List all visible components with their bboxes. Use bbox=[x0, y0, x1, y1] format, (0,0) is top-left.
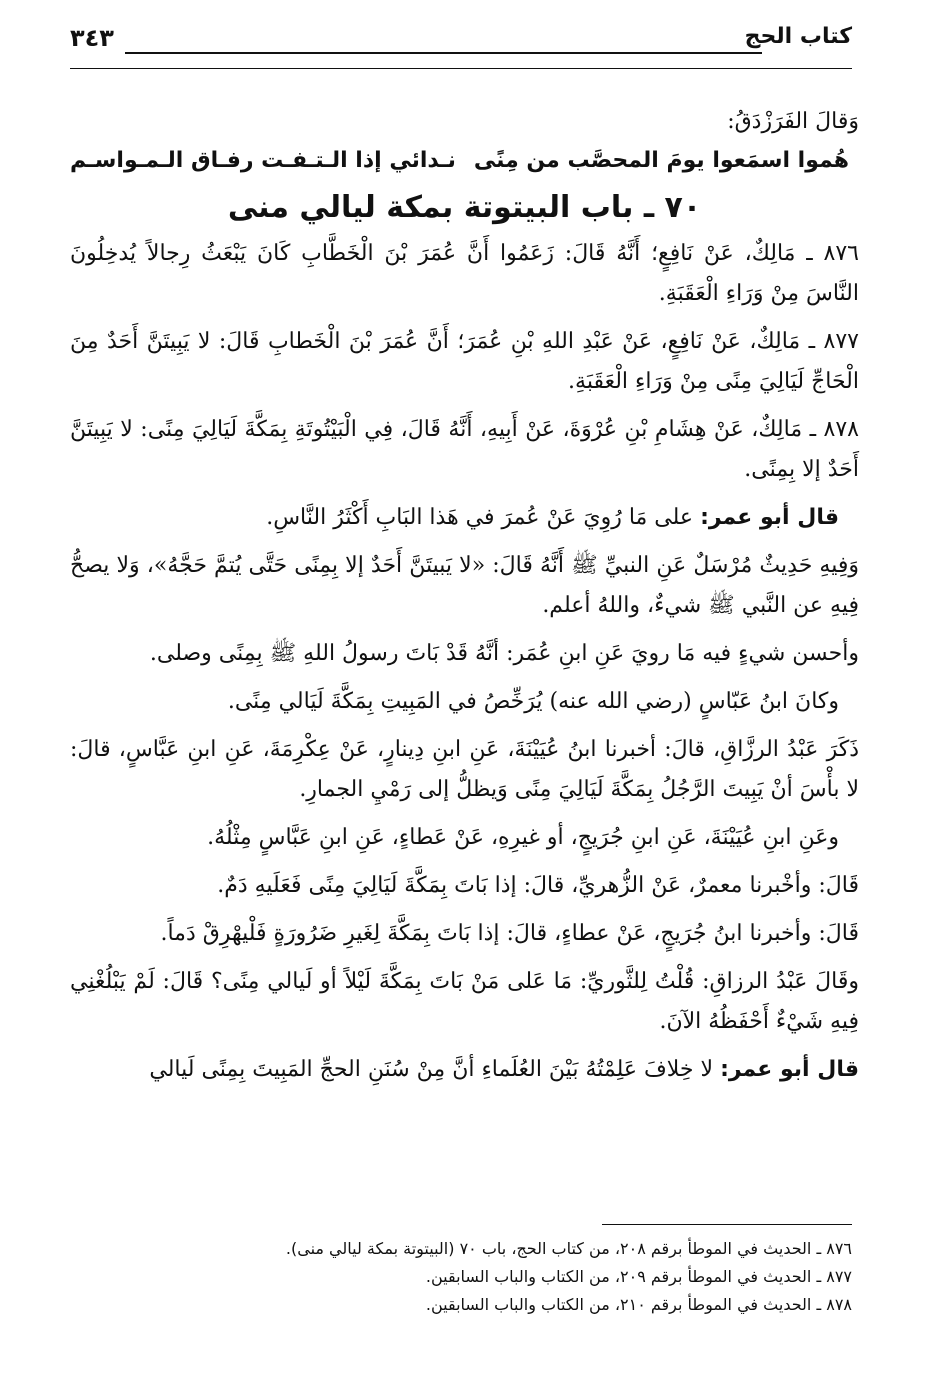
chapter-title: ٧٠ ـ باب البيتوتة بمكة ليالي منى bbox=[227, 190, 702, 225]
footnotes bbox=[70, 1235, 852, 1319]
hadith-877: ٨٧٧ ـ مَالِكٌ، عَنْ نَافِعٍ، عَنْ عَبْدِ اللهِ بْنِ عُمَرَ؛ أَنَّ عُمَرَ بْنَ الْخَطابِ قَالَ: لا يَبِيتَنَّ أَحَدٌ مِنَ الْحَاجِّ لَيَالِيَ مِنًى مِنْ وَرَاءِ الْعَقَبَةِ. bbox=[70, 329, 859, 394]
hadith-878: ٨٧٨ ـ مَالِكٌ، عَنْ هِشَامِ بْنِ عُرْوَةَ، عَنْ أَبِيهِ، أَنَّهُ قَالَ، فِي الْبَيْتُوتَةِ بِمَكَّةَ لَيَالِيَ مِنًى: لا يَبِيتَنَّ أَحَدٌ إلا بِمِنًى. bbox=[70, 417, 859, 482]
header-rule-bottom bbox=[70, 68, 852, 69]
commentary-line: وكانَ ابنُ عَبّاسٍ (رضي الله عنه) يُرَخِّصُ في المَبِيتِ بِمَكَّةَ لَيَالي مِنًى. bbox=[227, 689, 839, 714]
verse-first-hemistich: هُموا اسمَعوا يومَ المحصَّب من مِنًى bbox=[473, 148, 849, 173]
commentary-line: وعَنِ ابنِ عُيَيْنَةَ، عَنِ ابنِ جُرَيجٍ، أو غيرِهِ، عَنْ عَطاءٍ، عَنِ ابنِ عَبَّاسٍ مِثْلُهُ. bbox=[207, 825, 839, 850]
commentary-line: وَفِيهِ حَدِيثٌ مُرْسَلٌ عَنِ النبيِّ ﷺ أَنَّهُ قَالَ: «لا يَبيتَنَّ أَحَدٌ إلا بِمِنًى حَتَّى يُتمَّ حَجَّهُ»، وَلا يصحُّ فِيهِ عن النَّبي ﷺ شيءٌ، واللهُ أعلم. bbox=[70, 553, 859, 618]
footnote-877: ٨٧٧ ـ الحديث في الموطأ برقم ٢٠٩، من الكتاب والباب السابقين. bbox=[425, 1267, 852, 1286]
verse-second-hemistich: نـدائي إذا الـتـفـت رفـاق الـمـواسـم bbox=[70, 148, 456, 173]
verse-intro: وَقالَ الفَرَزْدَقُ: bbox=[727, 109, 859, 134]
footnote-878: ٨٧٨ ـ الحديث في الموطأ برقم ٢١٠، من الكتاب والباب السابقين. bbox=[425, 1295, 852, 1314]
commentary-paragraph-2 bbox=[70, 1050, 859, 1090]
commentary-line: وقَالَ عَبْدُ الرزاقِ: قُلْتُ لِلثَّوريِّ: مَا عَلى مَنْ بَاتَ بِمَكَّةَ لَيْلاً أو لَيالي مِنًى؟ قَالَ: لَمْ يَبْلُغْنِي فِيهِ شَيْءٌ أَحْفَظُهُ الآنَ. bbox=[70, 969, 859, 1034]
commentary-text: على مَا رُوِيَ عَنْ عُمرَ في هَذا البَابِ أَكْثَرُ النَّاسِ. bbox=[266, 505, 701, 530]
commentary-line: ذَكَرَ عَبْدُ الرزَّاقِ، قالَ: أخبرنا ابنُ عُيَيْنَةَ، عَنِ ابنِ دِينارٍ، عَنْ عِكْرِمَةَ، عَنِ ابنِ عَبَّاسٍ، قالَ: لا بأْسَ أنْ يَبِيتَ الرَّجُلُ بِمَكَّةَ لَيَالِيَ مِنًى وَيظلُّ إلى رَمْيِ الجمارِ. bbox=[70, 737, 859, 802]
commentary-line: قَالَ: وأخْبرنا معمرٌ، عَنْ الزُّهريِّ، قالَ: إذا بَاتَ بِمَكَّةَ لَيَالِيَ مِنًى فَعَلَيهِ دَمٌ. bbox=[217, 873, 859, 898]
page-header bbox=[70, 24, 852, 64]
page-number: ٣٤٣ bbox=[70, 24, 114, 52]
main-text bbox=[70, 100, 859, 1090]
speaker-label: قال أبو عمر: bbox=[700, 505, 839, 530]
running-title: كتاب الحج bbox=[744, 24, 852, 49]
hadith-876: ٨٧٦ ـ مَالِكٌ، عَنْ نَافِعٍ؛ أَنَّهُ قَالَ: زَعَمُوا أَنَّ عُمَرَ بْنَ الْخَطَّابِ كَانَ يَبْعَثُ رِجالاً يُدخِلُونَ النَّاسَ مِنْ وَرَاءِ الْعَقَبَةِ. bbox=[70, 241, 859, 306]
poetry-verse bbox=[70, 142, 859, 180]
header-rule bbox=[125, 52, 762, 54]
footnote-876: ٨٧٦ ـ الحديث في الموطأ برقم ٢٠٨، من كتاب الحج، باب ٧٠ (البيتوتة بمكة ليالي منى). bbox=[285, 1239, 852, 1258]
commentary-line: وأحسن شيءٍ فيه مَا رويَ عَنِ ابنِ عُمَر: أنَّهُ قَدْ بَاتَ رسولُ اللهِ ﷺ بِمِنًى وصلى. bbox=[149, 641, 859, 666]
speaker-label: قال أبو عمر: bbox=[720, 1057, 859, 1082]
commentary-paragraph bbox=[70, 498, 859, 538]
footnote-separator bbox=[602, 1224, 852, 1225]
commentary-text: لا خِلافَ عَلِمْتُهُ بَيْنَ العُلَماءِ أنَّ مِنْ سُنَنِ الحجِّ المَبِيتَ بِمِنًى لَيالي bbox=[149, 1057, 721, 1082]
commentary-line: قَالَ: وأخبرنا ابنُ جُرَيجٍ، عَنْ عطاءٍ، قالَ: إذا بَاتَ بِمَكَّةَ لِغَيرِ ضَرُورَةٍ فَلْيهْرِقْ دَماً. bbox=[160, 921, 859, 946]
